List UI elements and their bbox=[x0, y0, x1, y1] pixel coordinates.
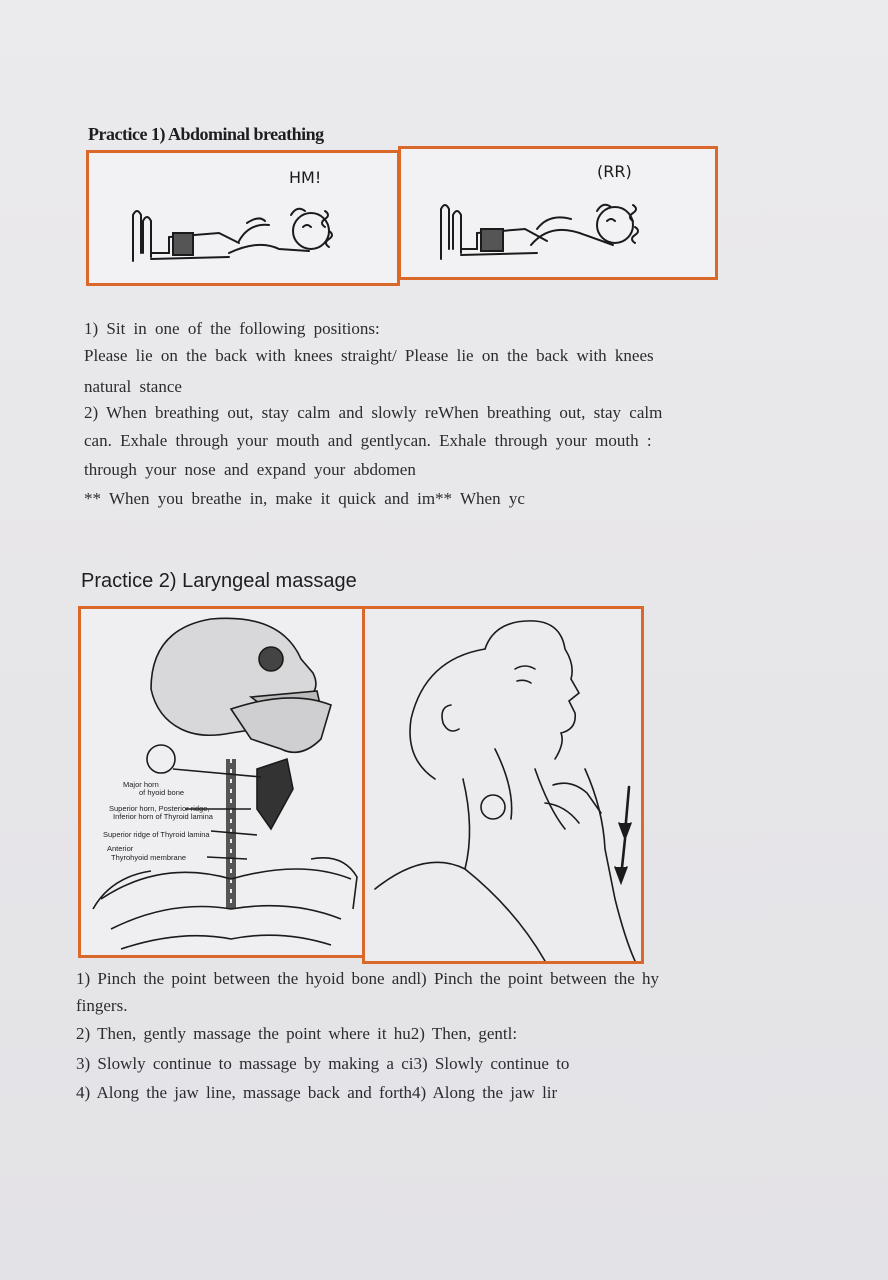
practice2-line-5: 4) Along the jaw line, massage back and forth4) Along the jaw lir bbox=[76, 1083, 558, 1102]
label-superior-horn: Superior horn, Posterior ridge, bbox=[109, 804, 210, 813]
practice1-line-4: 2) When breathing out, stay calm and slowly reWhen breathing out, stay calm bbox=[84, 403, 663, 422]
practice2-line-1: 1) Pinch the point between the hyoid bone andl) Pinch the point between the hy bbox=[76, 969, 660, 988]
practice1-line-2: Please lie on the back with knees straight/ Please lie on the back with knees bbox=[84, 346, 654, 365]
practice1-line-6: through your nose and expand your abdomen bbox=[84, 460, 416, 479]
caption-hm: HM! bbox=[289, 168, 322, 187]
breathing-illustration-exhale bbox=[86, 150, 400, 286]
anatomy-illustration-neck-massage bbox=[362, 606, 644, 964]
practice1-line-1: 1) Sit in one of the following positions: bbox=[84, 319, 380, 338]
practice2-line-4: 3) Slowly continue to massage by making a ci3) Slowly continue to bbox=[76, 1054, 570, 1073]
breathing-figure-inhale-drawing bbox=[401, 149, 715, 277]
label-superior-ridge: Superior ridge of Thyroid lamina bbox=[103, 830, 210, 839]
anatomy-illustration-skeleton bbox=[78, 606, 366, 958]
practice1-line-5: can. Exhale through your mouth and gentlycan. Exhale through your mouth : bbox=[84, 431, 652, 450]
breathing-illustration-inhale bbox=[398, 146, 718, 280]
label-anterior: Anterior bbox=[107, 844, 134, 853]
label-thyrohyoid-membrane: Thyrohyoid membrane bbox=[111, 853, 187, 862]
practice1-line-7: ** When you breathe in, make it quick and im** When yc bbox=[84, 489, 525, 508]
label-hyoid-bone: of hyoid bone bbox=[139, 788, 185, 797]
breathing-figure-exhale-drawing bbox=[89, 153, 397, 283]
caption-rr: (RR) bbox=[597, 162, 632, 181]
label-inferior-horn: Inferior horn of Thyroid lamina bbox=[113, 812, 213, 821]
neck-massage-drawing bbox=[365, 609, 641, 961]
practice1-title: Practice 1) Abdominal breathing bbox=[88, 124, 324, 144]
practice2-line-2: fingers. bbox=[76, 996, 128, 1015]
practice2-line-3: 2) Then, gently massage the point where it hu2) Then, gentl: bbox=[76, 1024, 518, 1043]
practice2-title: Practice 2) Laryngeal massage bbox=[81, 570, 357, 592]
label-major-horn: Major horn bbox=[123, 780, 159, 789]
practice1-line-3: natural stance bbox=[84, 377, 182, 396]
